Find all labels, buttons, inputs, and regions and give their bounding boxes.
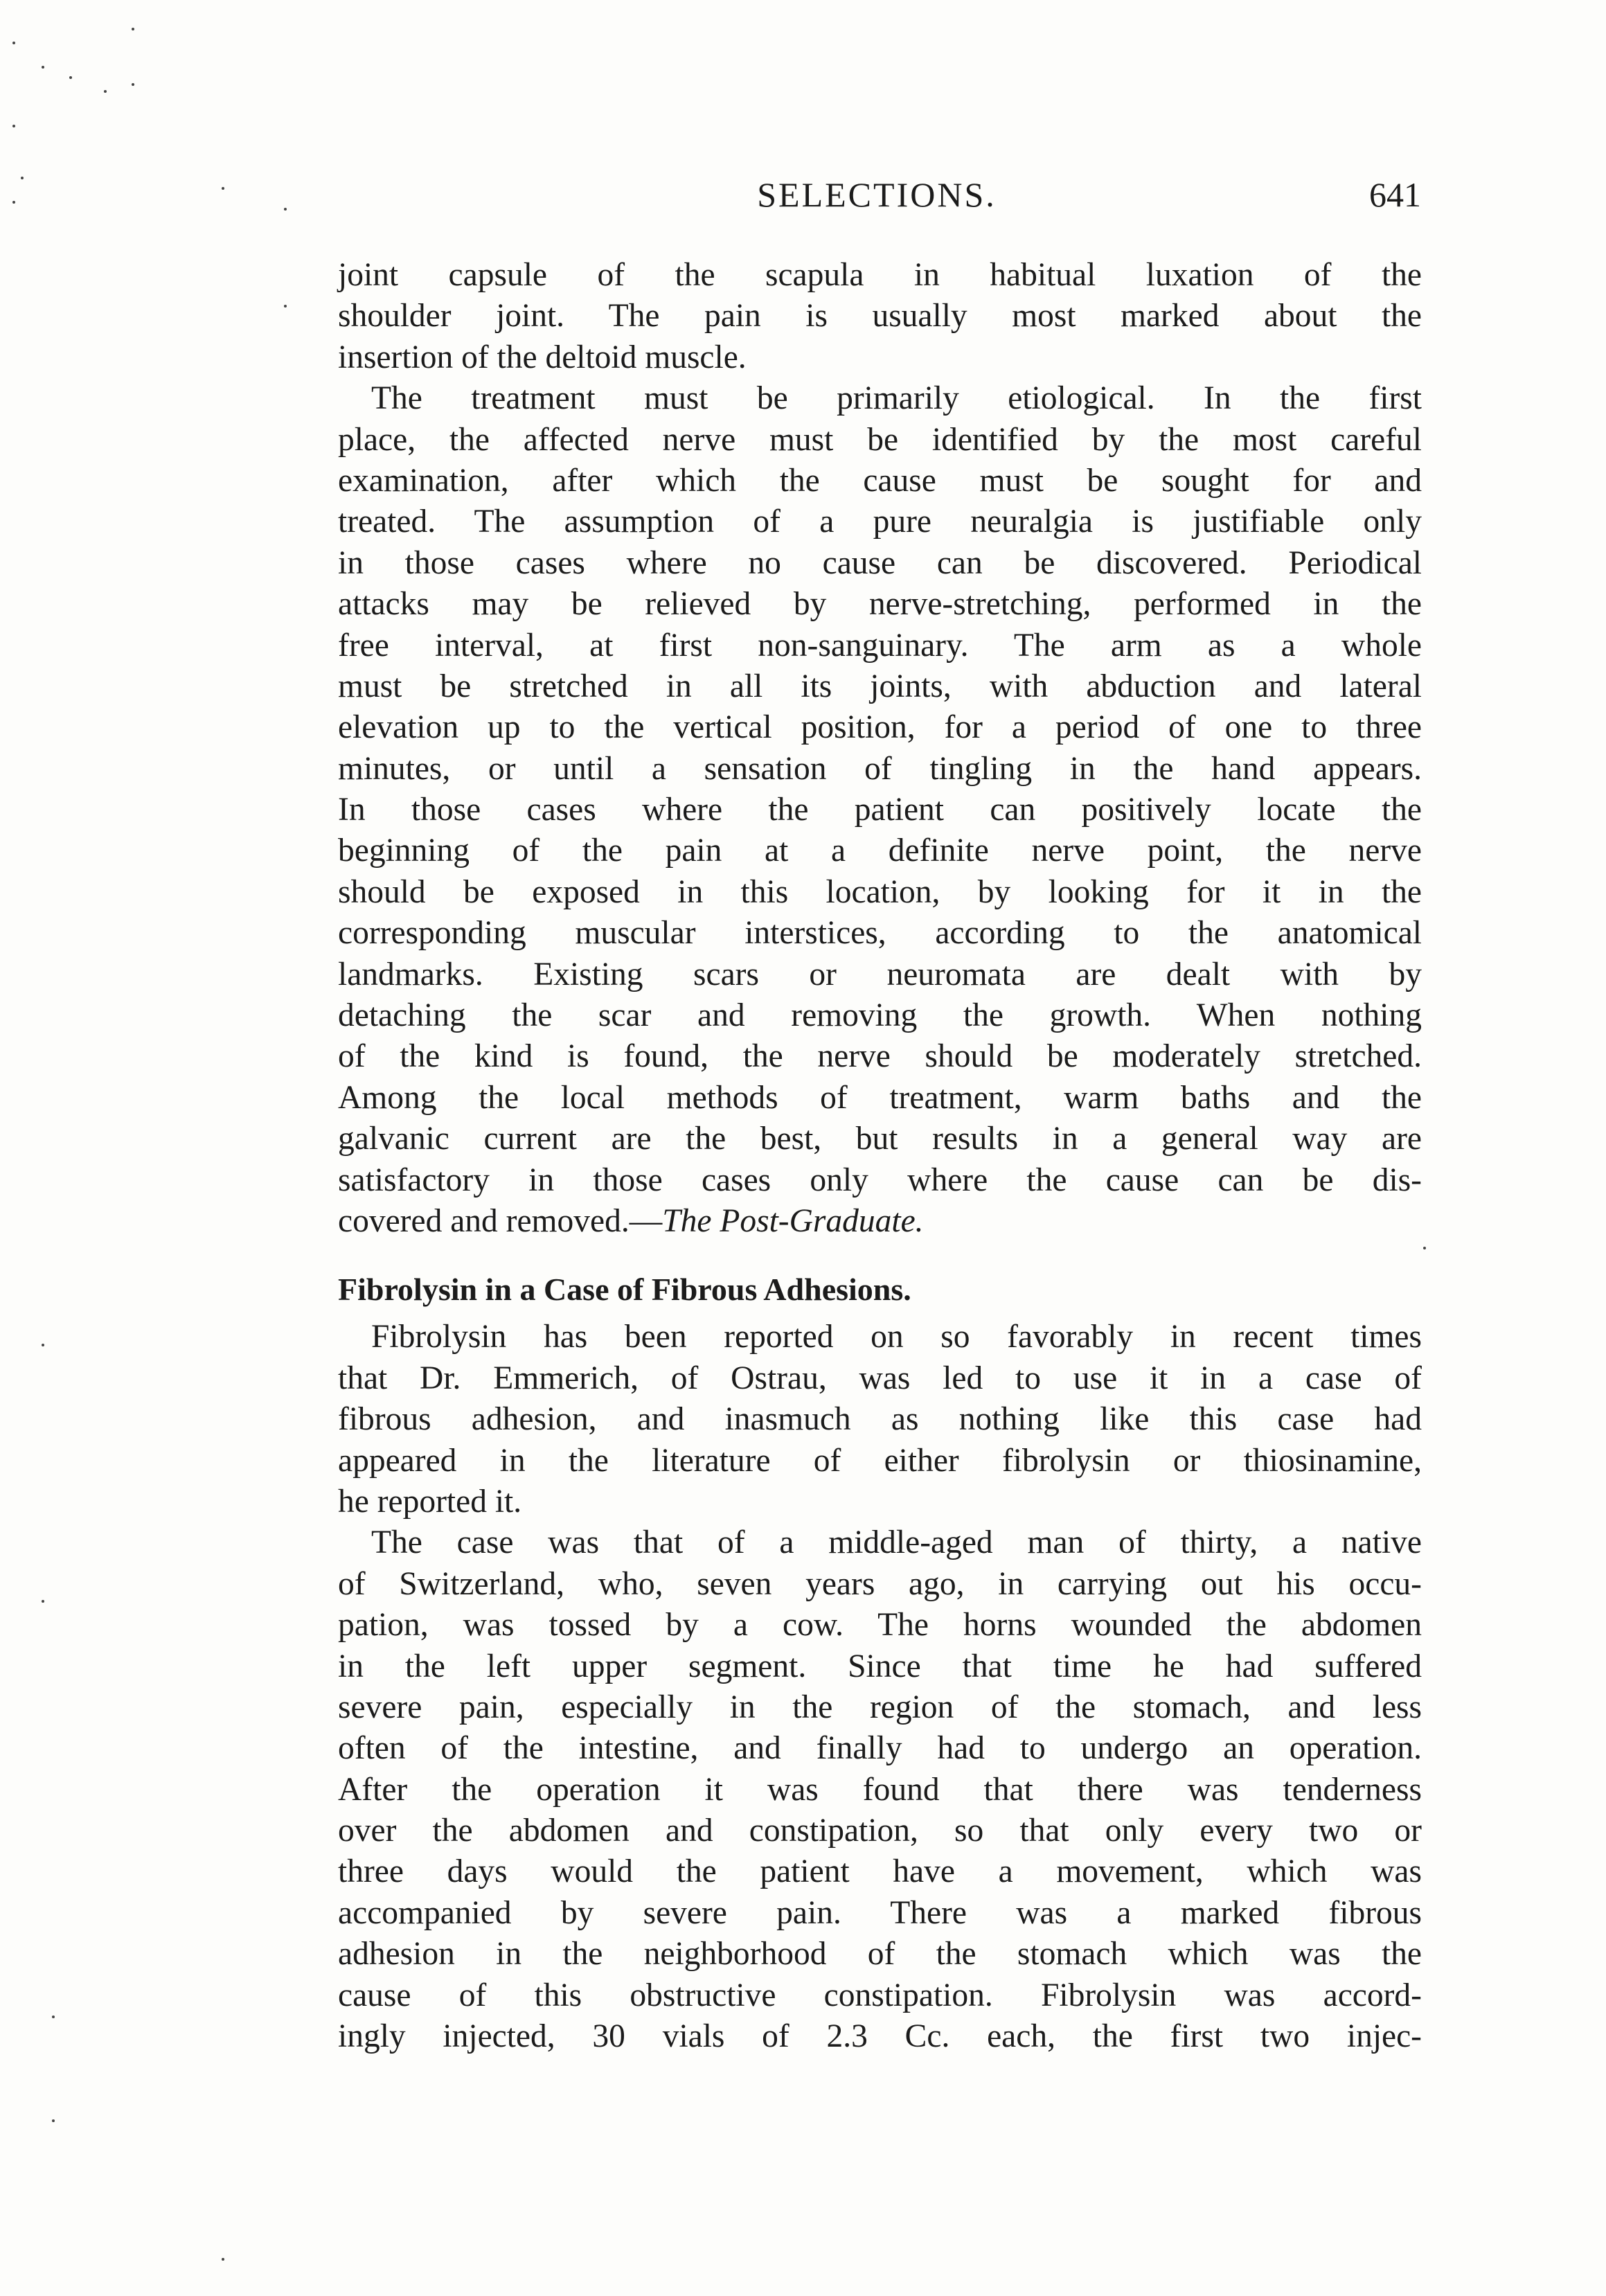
- text-line: pation, was tossed by a cow. The horns wounded the abdomen: [338, 1607, 1422, 1644]
- text-line: shoulder joint. The pain is usually most marked about the: [338, 298, 1422, 335]
- citation: The Post-Graduate.: [662, 1202, 924, 1239]
- text-line: [338, 1201, 1422, 1242]
- text-line: should be exposed in this location, by looking for it in the: [338, 873, 1422, 910]
- text-line: joint capsule of the scapula in habitual luxation of the: [338, 257, 1422, 293]
- text-line: of the kind is found, the nerve should be moderately stretched.: [338, 1038, 1422, 1075]
- text-line: satisfactory in those cases only where the cause can be dis-: [338, 1162, 1422, 1198]
- text-line: adhesion in the neighborhood of the stomach which was the: [338, 1936, 1422, 1973]
- text-line: corresponding muscular interstices, according to the anatomical: [338, 915, 1422, 952]
- text-line: over the abdomen and constipation, so that only every two or: [338, 1813, 1422, 1849]
- section-heading: Fibrolysin in a Case of Fibrous Adhesions.: [338, 1272, 911, 1308]
- text-line: in those cases where no cause can be discovered. Periodical: [338, 544, 1422, 581]
- text-line: The treatment must be primarily etiological. In the first: [371, 380, 1422, 417]
- text-line: he reported it.: [338, 1483, 522, 1520]
- text-line: accompanied by severe pain. There was a marked fibrous: [338, 1894, 1422, 1931]
- text-line: beginning of the pain at a definite nerve point, the nerve: [338, 833, 1422, 869]
- text-line: often of the intestine, and finally had to undergo an operation.: [338, 1730, 1422, 1767]
- text-line: fibrous adhesion, and inasmuch as nothing like this case had: [338, 1401, 1422, 1438]
- text-line: place, the affected nerve must be identified by the most careful: [338, 421, 1422, 458]
- text-line: free interval, at first non-sanguinary. The arm as a whole: [338, 627, 1422, 664]
- text-line: landmarks. Existing scars or neuromata are dealt with by: [338, 956, 1422, 993]
- text-line: detaching the scar and removing the growth. When nothing: [338, 997, 1422, 1034]
- text-line: that Dr. Emmerich, of Ostrau, was led to use it in a case of: [338, 1360, 1422, 1396]
- text-line: Fibrolysin has been reported on so favorably in recent times: [371, 1319, 1422, 1355]
- text-line: in the left upper segment. Since that time he had suffered: [338, 1648, 1422, 1684]
- text-line: attacks may be relieved by nerve-stretching, performed in the: [338, 586, 1422, 623]
- text-line: ingly injected, 30 vials of 2.3 Cc. each, the first two injec-: [338, 2018, 1422, 2055]
- text-line: three days would the patient have a movement, which was: [338, 1853, 1422, 1890]
- text-line: appeared in the literature of either fibrolysin or thiosinamine,: [338, 1442, 1422, 1479]
- text-line: examination, after which the cause must be sought for and: [338, 462, 1422, 499]
- text-line: galvanic current are the best, but results in a general way are: [338, 1121, 1422, 1157]
- section-gap: [338, 1242, 1422, 1267]
- text-line-segment: covered and removed.—: [338, 1202, 663, 1239]
- text-line: minutes, or until a sensation of tingling in the hand appears.: [338, 750, 1422, 787]
- page-header: [332, 170, 1421, 219]
- text-line: severe pain, especially in the region of the stomach, and less: [338, 1689, 1422, 1725]
- text-line: elevation up to the vertical position, for a period of one to three: [338, 709, 1422, 746]
- text-line: treated. The assumption of a pure neuralgia is justifiable only: [338, 504, 1422, 540]
- text-line: The case was that of a middle-aged man of thirty, a native: [371, 1524, 1422, 1561]
- body-text: [338, 255, 1422, 2057]
- text-line: insertion of the deltoid muscle.: [338, 339, 747, 375]
- text-line: of Switzerland, who, seven years ago, in carrying out his occu-: [338, 1565, 1422, 1602]
- text-line: After the operation it was found that there was tenderness: [338, 1771, 1422, 1808]
- text-line: In those cases where the patient can positively locate the: [338, 792, 1422, 828]
- text-line: must be stretched in all its joints, with abduction and lateral: [338, 668, 1422, 704]
- text-line: Among the local methods of treatment, warm baths and the: [338, 1079, 1422, 1116]
- page-number: 641: [1369, 175, 1421, 214]
- text-line: cause of this obstructive constipation. Fibrolysin was accord-: [338, 1977, 1422, 2013]
- running-head: SELECTIONS.: [757, 175, 997, 214]
